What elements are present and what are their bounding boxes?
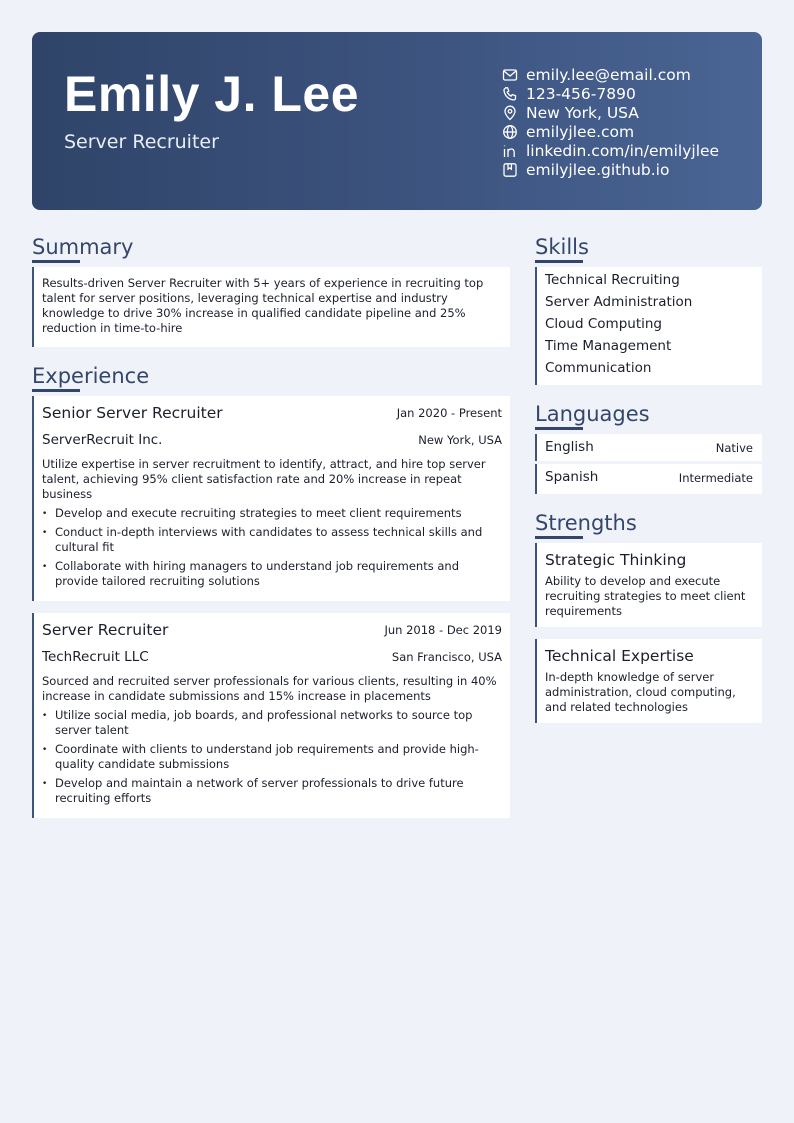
contact-list (502, 65, 719, 179)
job-bullet: • Conduct in-depth interviews with candidates to assess technical skills and cultural fit (42, 525, 492, 555)
language-level: Native (715, 441, 753, 455)
skill-item: Communication (545, 360, 652, 376)
contact-phone-text: 123-456-7890 (526, 84, 636, 103)
resume-header (32, 32, 762, 210)
linkedin-icon (502, 143, 518, 159)
contact-github-text: emilyjlee.github.io (526, 160, 670, 179)
skill-item: Cloud Computing (545, 316, 662, 332)
job-company: ServerRecruit Inc. (42, 432, 163, 448)
strength-title: Technical Expertise (545, 647, 694, 665)
contact-location (502, 103, 719, 122)
job-bullet: • Utilize social media, job boards, and professional networks to source top server talent (42, 708, 492, 738)
bookmark-icon (502, 162, 518, 178)
skills-heading: Skills (535, 235, 589, 259)
globe-icon (502, 124, 518, 140)
languages-heading: Languages (535, 402, 650, 426)
languages-heading-underline (535, 427, 583, 430)
experience-heading: Experience (32, 364, 150, 388)
job-location: San Francisco, USA (391, 650, 502, 664)
job-description: Utilize expertise in server recruitment to identify, attract, and hire top server talent, achieving 95% client satisfaction rate and 20% increase in repeat business (42, 457, 486, 501)
contact-email[interactable] (502, 65, 719, 84)
job-bullets (42, 708, 492, 810)
contact-linkedin-text: linkedin.com/in/emilyjlee (526, 141, 720, 160)
contact-email-text: emily.lee@email.com (526, 65, 691, 84)
strengths-heading: Strengths (535, 511, 637, 535)
job-location: New York, USA (418, 433, 502, 447)
summary-text: Results-driven Server Recruiter with 5+ years of experience in recruiting top talent for server positions, leveraging technical expertise and industry knowledge to drive 30% increase in qualified candidate pipeline and 25% reduction in time-to-hire (42, 276, 484, 335)
job-title: Server Recruiter (42, 621, 169, 639)
job-title: Senior Server Recruiter (42, 404, 223, 422)
job-company: TechRecruit LLC (42, 649, 149, 665)
candidate-name: Emily J. Lee (64, 66, 360, 122)
strength-title: Strategic Thinking (545, 551, 687, 569)
job-bullet: • Develop and maintain a network of server professionals to drive future recruiting efforts (42, 776, 492, 806)
job-bullet: • Develop and execute recruiting strategies to meet client requirements (42, 506, 492, 521)
skill-item: Time Management (545, 338, 672, 354)
location-icon (502, 105, 518, 121)
language-name: English (545, 439, 594, 455)
strength-description: In-depth knowledge of server administration, cloud computing, and related technologies (545, 670, 736, 714)
language-level: Intermediate (678, 471, 753, 485)
contact-website[interactable] (502, 122, 719, 141)
contact-linkedin[interactable] (502, 141, 719, 160)
contact-phone[interactable] (502, 84, 719, 103)
experience-heading-underline (32, 389, 80, 392)
contact-website-text: emilyjlee.com (526, 122, 635, 141)
strength-description: Ability to develop and execute recruiting strategies to meet client requirements (545, 574, 746, 618)
summary-heading-underline (32, 260, 80, 263)
contact-location-text: New York, USA (526, 103, 639, 122)
job-date: Jun 2018 - Dec 2019 (384, 623, 502, 637)
contact-github[interactable] (502, 160, 719, 179)
language-name: Spanish (545, 469, 599, 485)
candidate-title: Server Recruiter (64, 131, 219, 153)
skill-item: Server Administration (545, 294, 693, 310)
job-date: Jan 2020 - Present (396, 406, 502, 420)
skills-heading-underline (535, 260, 583, 263)
strengths-heading-underline (535, 536, 583, 539)
summary-heading: Summary (32, 235, 134, 259)
mail-icon (502, 67, 518, 83)
phone-icon (502, 86, 518, 102)
job-bullet: • Collaborate with hiring managers to understand job requirements and provide tailored recruiting solutions (42, 559, 492, 589)
job-description: Sourced and recruited server professionals for various clients, resulting in 40% increase in candidate submissions and 15% increase in placements (42, 674, 497, 703)
job-bullets (42, 506, 492, 593)
skill-item: Technical Recruiting (545, 272, 680, 288)
job-bullet: • Coordinate with clients to understand job requirements and provide high-quality candidate submissions (42, 742, 492, 772)
